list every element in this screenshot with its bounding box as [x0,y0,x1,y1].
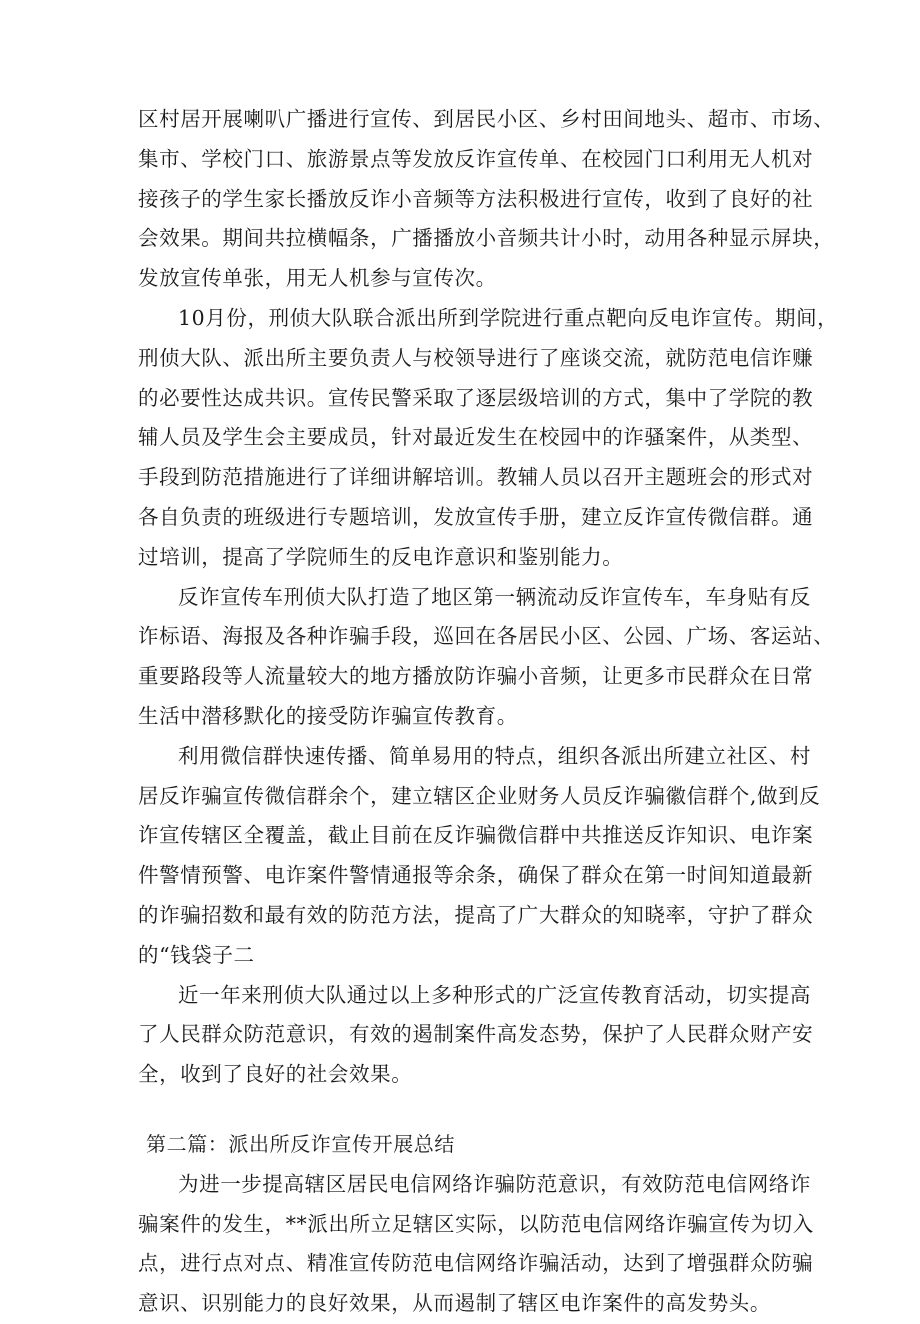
text-line: 骗案件的发生，**派出所立足辖区实际，以防范电信网络诈骗宣传为切入 [138,1211,814,1236]
text-line: 件警情预警、电诈案件警情通报等余条，确保了群众在第一时间知道最新 [138,863,814,888]
text-line: 居反诈骗宣传微信群余个，建立辖区企业财务人员反诈骗徽信群个,做到反 [138,783,821,808]
text-line: 刑侦大队、派出所主要负责人与校领导进行了座谈交流，就防范电信诈赚 [138,345,814,370]
paragraph-4 [138,737,821,976]
text-line: 发放宣传单张，用无人机参与宣传次。 [138,266,497,291]
paragraph-5 [138,976,814,1095]
text-line: 为进一步提高辖区居民电信网络诈骗防范意识，有效防范电信网络诈 [178,1171,811,1196]
text-line: 诈宣传辖区全覆盖，截止目前在反诈骗微信群中共推送反诈知识、电诈案 [138,823,814,848]
paragraph-1 [138,100,835,299]
section-heading: 第二篇：派出所反诈宣传开展总结 [146,1131,455,1156]
text-line: 生活中潜移默化的接受防诈骗宣传教育。 [138,703,518,728]
text-line: 反诈宣传车刑侦大队打造了地区第一辆流动反诈宣传车，车身贴有反 [178,584,811,609]
text-line: 了人民群众防范意识，有效的遏制案件高发态势，保护了人民群众财产安 [138,1022,814,1047]
text-line: 各自负责的班级进行专题培训，发放宣传手册，建立反诈宣传微信群。通 [138,504,814,529]
text-line: 点，进行点对点、精准宣传防范电信网络诈骗活动，达到了增强群众防骗 [138,1251,814,1276]
text-line: 接孩子的学生家长播放反诈小音频等方法积极进行宣传，收到了良好的社 [138,186,814,211]
document-body [138,100,839,1324]
text-line: 全，收到了良好的社会效果。 [138,1062,413,1087]
text-line: 重要路段等人流量较大的地方播放防诈骗小音频，让更多市民群众在日常 [138,664,814,689]
text-line: 过培训，提高了学院师生的反电诈意识和鉴别能力。 [138,544,624,569]
text-line: 集市、学校门口、旅游景点等发放反诈宣传单、在校园门口利用无人机对 [138,146,814,171]
text-line: 区村居开展喇叭广播进行宣传、到居民小区、乡村田间地头、超市、市场、 [138,107,835,131]
text-line: 手段到防范措施进行了详细讲解培训。教辅人员以召开主题班会的形式对 [138,465,814,490]
text-line: 10月份，刑侦大队联合派出所到学院进行重点靶向反电诈宣传。期间， [178,305,839,330]
text-line: 近一年来刑侦大队通过以上多种形式的广泛宣传教育活动，切实提高 [178,982,811,1007]
text-line: 会效果。期间共拉横幅条，广播播放小音频共计小时，动用各种显示屏块， [138,226,835,251]
text-line: 诈标语、海报及各种诈骗手段，巡回在各居民小区、公园、广场、客运站、 [138,624,835,649]
text-line: 意识、识别能力的良好效果，从而遏制了辖区电诈案件的高发势头。 [138,1291,771,1316]
paragraph-2 [138,299,839,578]
text-line: 辅人员及学生会主要成员，针对最近发生在校园中的诈骚案件，从类型、 [138,425,814,450]
text-line: 的诈骗招数和最有效的防范方法，提高了广大群众的知晓率，守护了群众 [138,902,814,927]
paragraph-3 [138,578,835,737]
text-line: 的“钱袋子二 [138,942,255,967]
text-line: 利用微信群快速传播、简单易用的特点，组织各派出所建立社区、村 [178,743,811,768]
section-paragraph [138,1165,814,1324]
text-line: 的必要性达成共识。宣传民警采取了逐层级培训的方式，集中了学院的教 [138,385,814,410]
